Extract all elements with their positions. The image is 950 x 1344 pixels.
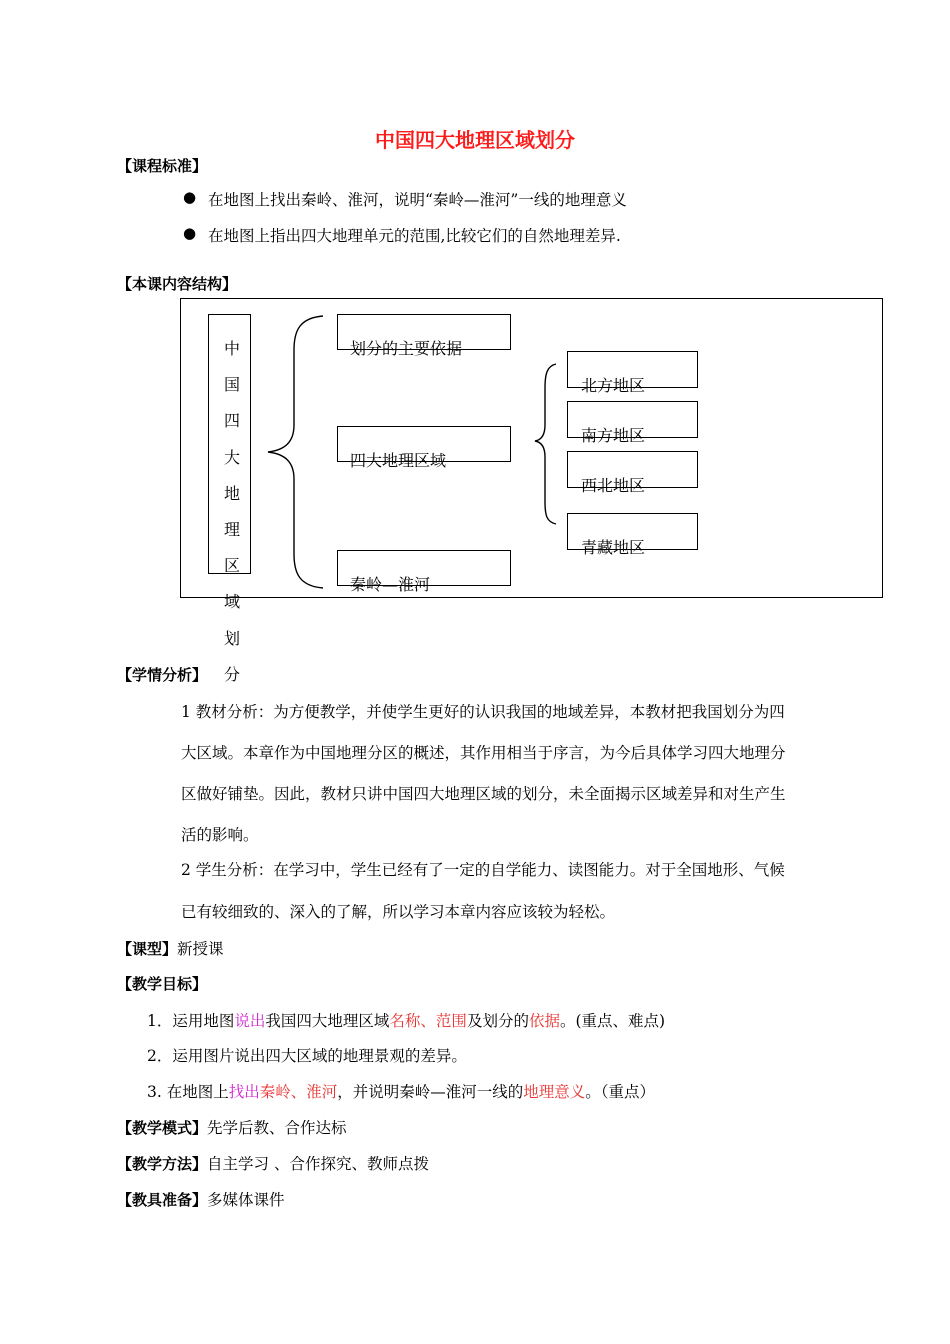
lesson-type-value: 新授课 [177,940,224,958]
method-row [117,1152,429,1174]
objective-text-segment: 运用图片说出四大区域的地理景观的差异。 [172,1047,467,1065]
objective-number: 2． [147,1047,173,1065]
analysis-heading: 【学情分析】 [117,666,208,684]
objective-text-segment: 运用地图 [172,1012,235,1030]
node-label-north: 北方地区 [581,376,646,395]
analysis-line: 活的影响。 [181,826,259,844]
node-label-northwest: 西北地区 [581,476,646,495]
objective-number: 3. [147,1083,167,1101]
root-node-char: 中 [223,339,240,358]
objective-item-1 [147,1009,665,1031]
page-title: 中国四大地理区域划分 [375,128,575,152]
objective-item-3 [147,1080,655,1102]
mode-heading: 【教学模式】 [117,1119,208,1137]
structure-heading: 【本课内容结构】 [117,275,238,293]
root-node-char: 四 [223,411,240,431]
objective-text-segment: 找出 [228,1083,260,1101]
objective-text-segment: 地理意义 [523,1083,586,1101]
objectives-heading: 【教学目标】 [117,975,208,993]
root-node-char: 理 [223,520,240,539]
bullet-icon: ● [183,224,197,242]
tools-row [117,1188,285,1210]
node-label-qinling-huaihe: 秦岭—淮河 [350,575,431,594]
objective-item-2 [147,1044,467,1066]
mode-row [117,1116,347,1138]
analysis-line: 区做好铺垫。因此，教材只讲中国四大地理区域的划分，未全面揭示区域差异和对生产生 [181,785,786,803]
objective-text-segment: 秦岭、淮河 [259,1083,338,1101]
curriculum-item-1: 在地图上找出秦岭、淮河，说明“秦岭—淮河”一线的地理意义 [208,191,627,209]
root-node-char: 区 [223,556,240,576]
mode-value: 先学后教、合作达标 [207,1119,347,1137]
tools-value: 多媒体课件 [207,1191,285,1209]
objective-text-segment: 及划分的 [466,1012,529,1030]
root-node-char: 地 [223,483,240,503]
lesson-type-row [117,937,224,959]
root-node-char: 国 [223,375,240,395]
method-value: 自主学习 、合作探究、教师点拨 [207,1155,429,1173]
objective-text-segment: 说出 [234,1012,266,1030]
objective-text-segment: 。（重点） [585,1083,656,1101]
objective-text-segment: 。(重点、难点) [559,1012,666,1030]
node-label-basis: 划分的主要依据 [350,339,463,358]
root-node-char: 划 [223,628,240,648]
tools-heading: 【教具准备】 [117,1191,208,1209]
objective-text-segment: 名称、范围 [389,1012,467,1030]
objective-text-segment: 我国四大地理区域 [265,1012,390,1030]
structure-diagram-frame [180,298,883,598]
root-node-char: 分 [223,664,240,684]
analysis-line: 1 教材分析：为方便教学，并使学生更好的认识我国的地域差异，本教材把我国划分为四 [181,703,785,721]
node-label-four-regions: 四大地理区域 [350,451,447,470]
lesson-type-heading: 【课型】 [117,940,178,958]
bullet-icon: ● [183,188,197,206]
curriculum-heading: 【课程标准】 [117,157,208,175]
objective-text-segment: 依据 [528,1012,560,1030]
analysis-line: 已有较细致的、深入的了解，所以学习本章内容应该较为轻松。 [181,903,616,921]
objective-text-segment: 在地图上 [166,1083,229,1101]
objective-number: 1． [147,1012,173,1030]
node-label-tibet: 青藏地区 [581,538,646,557]
curriculum-item-2: 在地图上指出四大地理单元的范围,比较它们的自然地理差异. [208,227,621,245]
analysis-line: 2 学生分析：在学习中，学生已经有了一定的自学能力、读图能力。对于全国地形、气候 [181,861,785,879]
root-node-char: 大 [223,447,240,467]
root-node-char: 域 [223,592,240,612]
analysis-line: 大区域。本章作为中国地理分区的概述，其作用相当于序言，为今后具体学习四大地理分 [181,744,786,762]
objective-text-segment: ，并说明秦岭—淮河一线的 [337,1083,524,1101]
method-heading: 【教学方法】 [117,1155,208,1173]
node-label-south: 南方地区 [581,426,646,445]
